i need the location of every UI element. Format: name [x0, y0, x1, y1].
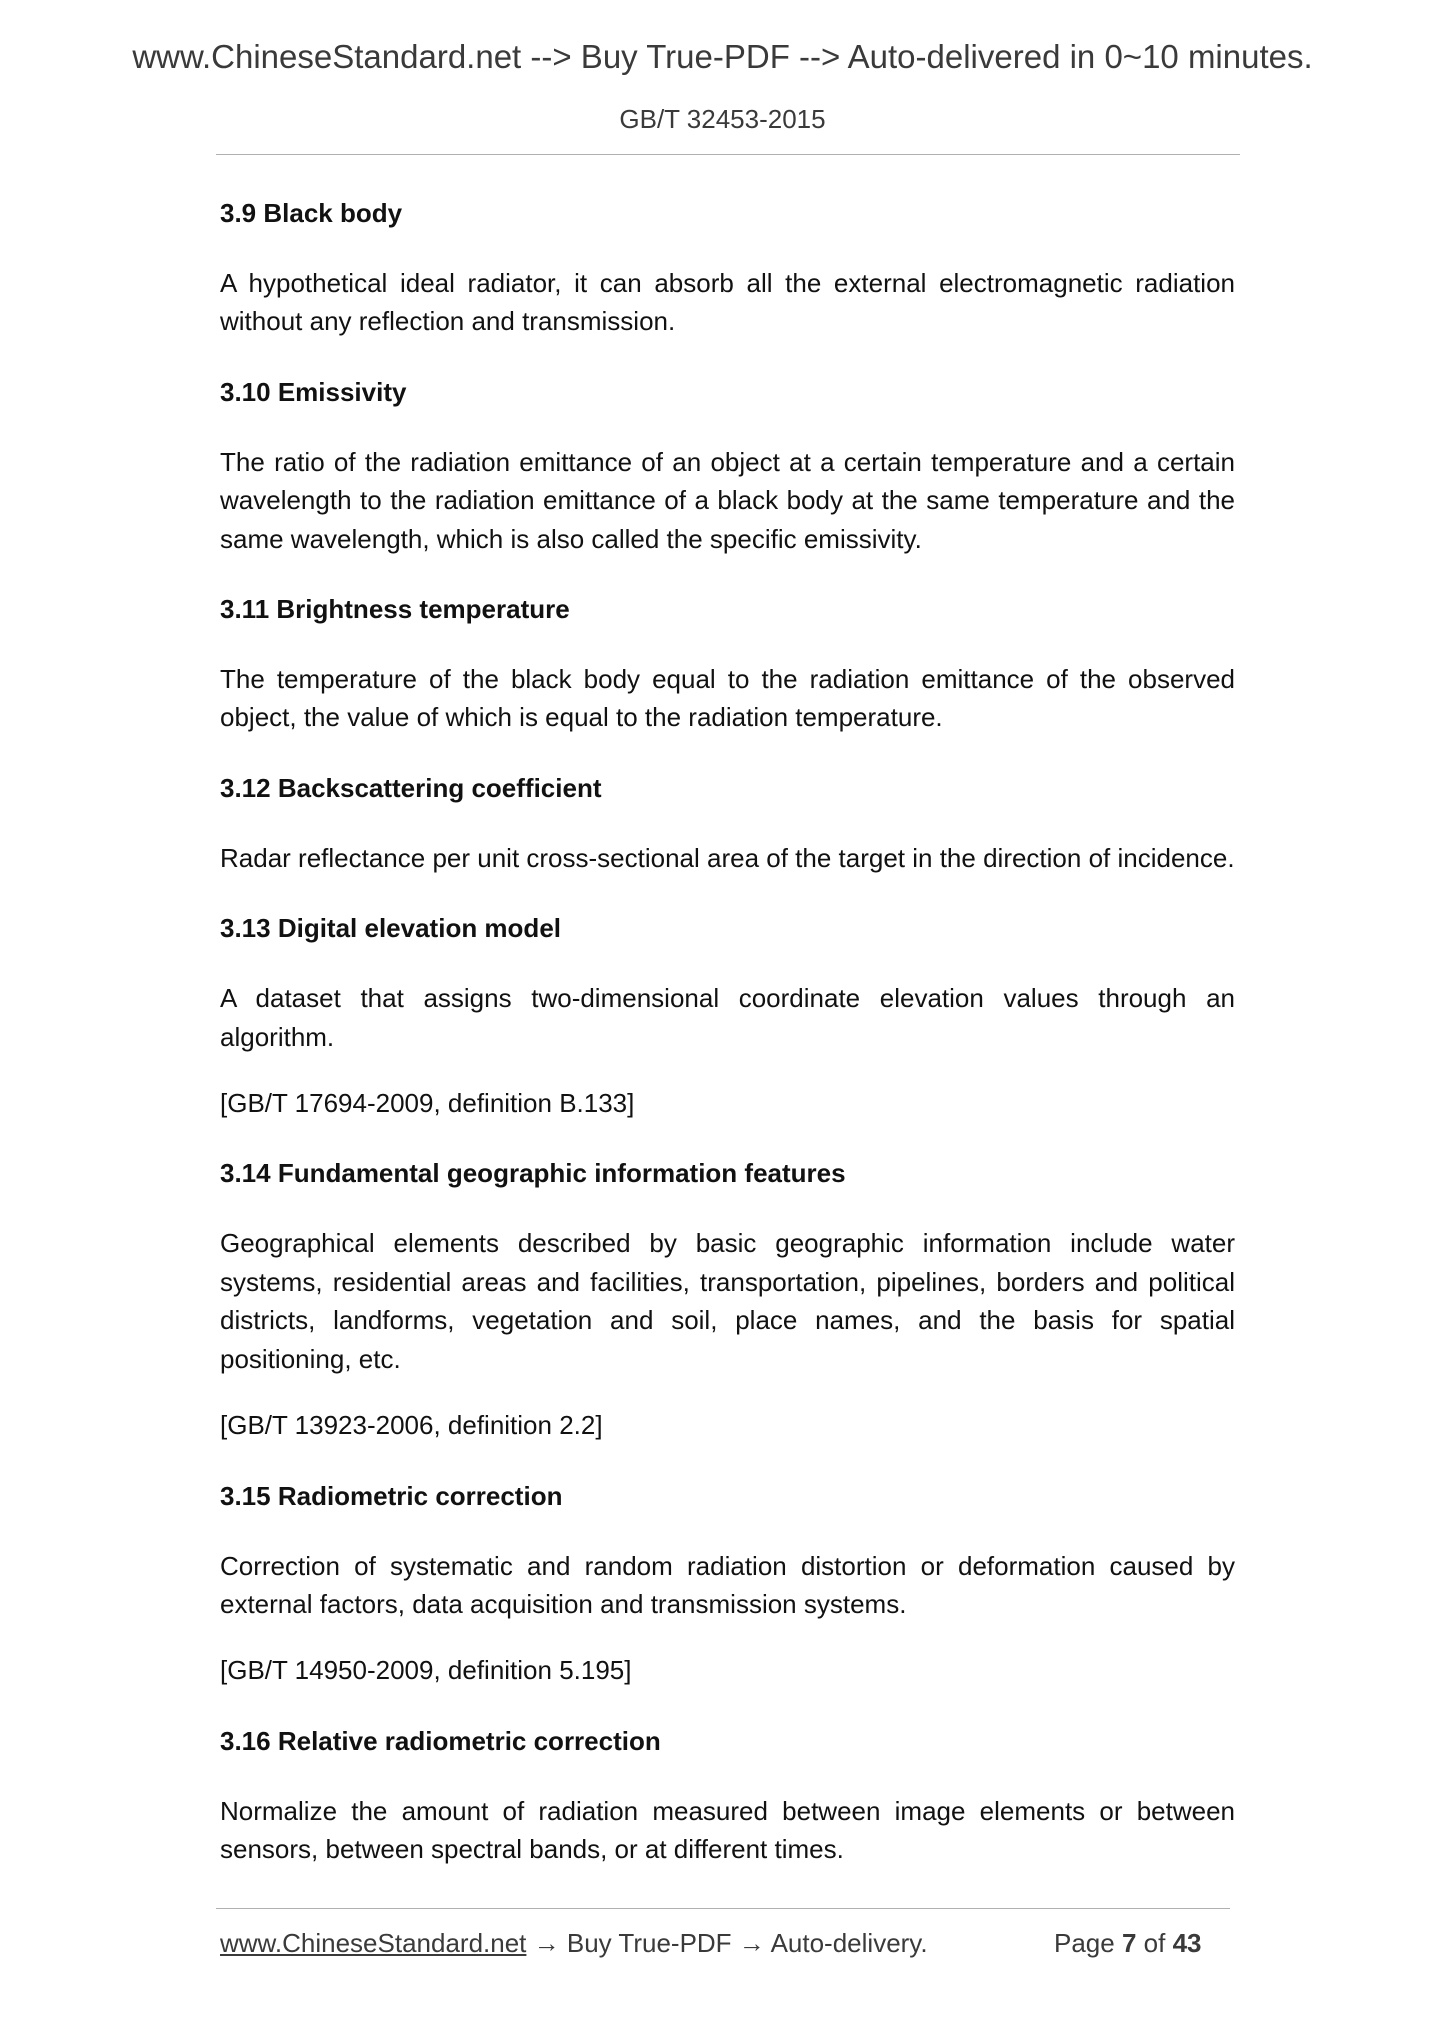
section-definition: A hypothetical ideal radiator, it can absorb all the external electromagnetic radiation without any reflection and transmission.: [220, 268, 1235, 337]
footer-divider: [216, 1908, 1230, 1909]
page-of: of: [1136, 1928, 1173, 1958]
section-definition: A dataset that assigns two-dimensional coordinate elevation values through an algorithm.: [220, 983, 1235, 1052]
site-banner: www.ChineseStandard.net --> Buy True-PDF --> Auto-delivered in 0~10 minutes.: [132, 38, 1313, 75]
document-code: GB/T 32453-2015: [619, 104, 826, 134]
section-heading: 3.9 Black body: [220, 198, 403, 228]
section-reference: [GB/T 13923-2006, definition 2.2]: [220, 1410, 603, 1441]
section-definition: The temperature of the black body equal to the radiation emittance of the observed object, the value of which is equal to the radiation temperature.: [220, 664, 1235, 733]
section-reference: [GB/T 17694-2009, definition B.133]: [220, 1088, 635, 1119]
section-heading: 3.14 Fundamental geographic information features: [220, 1158, 846, 1189]
section-definition: Geographical elements described by basic geographic information include water systems, residential areas and facilities, transportation, pipelines, borders and political districts, landforms, vegetation and soil, place names, and the basis for spatial positioning, etc.: [220, 1228, 1235, 1374]
document-body: [220, 190, 1235, 1897]
page-label: Page: [1054, 1928, 1122, 1958]
footer-delivery-text: → Buy True-PDF → Auto-delivery.: [526, 1928, 928, 1958]
page-current: 7: [1121, 1928, 1137, 1958]
section-definition: The ratio of the radiation emittance of an object at a certain temperature and a certain wavelength to the radiation emittance of a black body at the same temperature and the same wavelength, which is also called the specific emissivity.: [220, 446, 1235, 554]
page-total: 43: [1172, 1928, 1202, 1958]
section-heading: 3.11 Brightness temperature: [220, 594, 570, 625]
section-definition: Correction of systematic and random radiation distortion or deformation caused by external factors, data acquisition and transmission systems.: [220, 1550, 1235, 1619]
header-divider: [216, 154, 1240, 155]
section-heading: 3.13 Digital elevation model: [220, 913, 561, 944]
section-definition: Radar reflectance per unit cross-sectional area of the target in the direction of incidence.: [220, 842, 1235, 873]
section-heading: 3.16 Relative radiometric correction: [220, 1725, 661, 1756]
section-heading: 3.15 Radiometric correction: [220, 1480, 563, 1511]
section-definition: Normalize the amount of radiation measured between image elements or between sensors, between spectral bands, or at different times.: [220, 1795, 1235, 1865]
footer-delivery: [220, 1928, 928, 1959]
section-heading: 3.10 Emissivity: [220, 376, 407, 407]
footer-site-link[interactable]: www.ChineseStandard.net: [220, 1928, 527, 1958]
section-reference: [GB/T 14950-2009, definition 5.195]: [220, 1655, 632, 1686]
page-indicator: [1054, 1928, 1201, 1959]
section-heading: 3.12 Backscattering coefficient: [220, 772, 602, 803]
